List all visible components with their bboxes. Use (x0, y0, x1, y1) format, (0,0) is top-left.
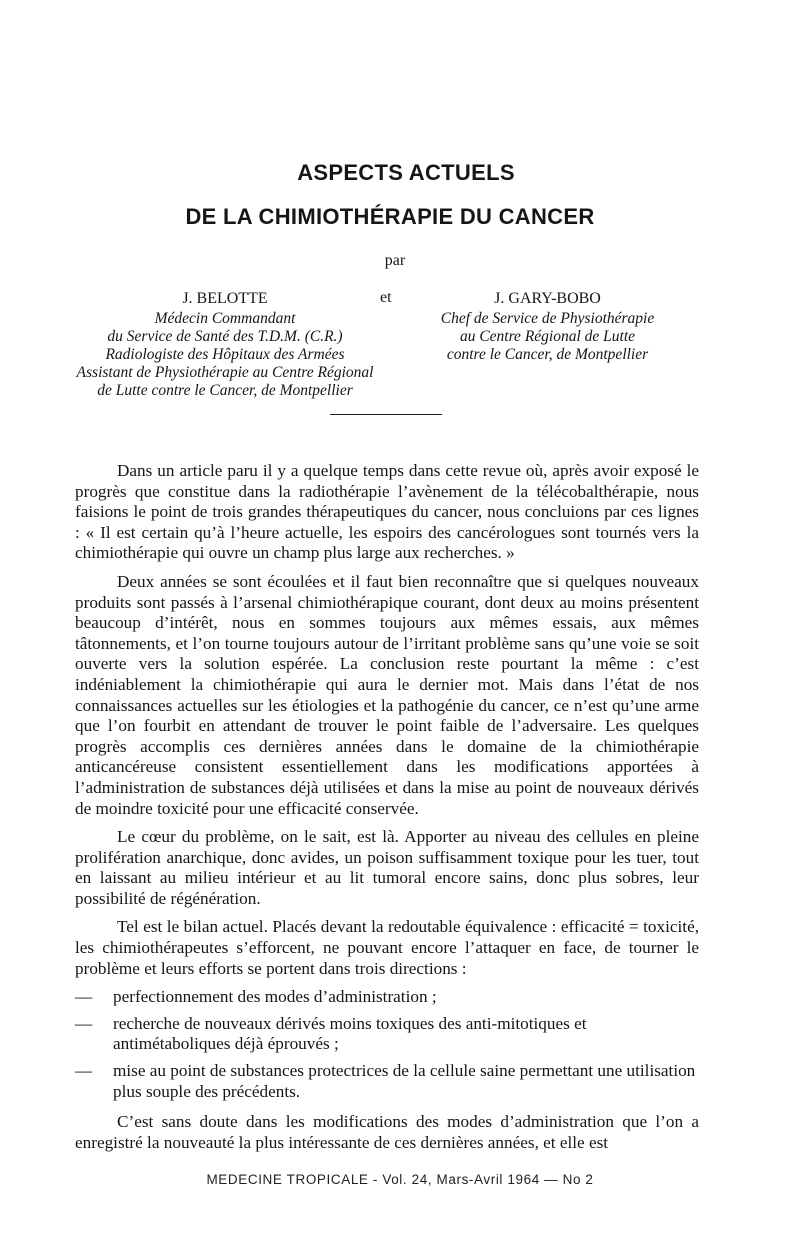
author-affiliation-line: au Centre Régional de Lutte (459, 328, 636, 345)
article-title-line-2: DE LA CHIMIOTHÉRAPIE DU CANCER (185, 204, 595, 229)
list-item-text: recherche de nouveaux dérivés moins toxiques des anti-mitotiques et antimétaboliques déjà éprouvés ; (113, 1013, 587, 1054)
list-item-text: mise au point de substances protectrices de la cellule saine permettant une utilisation plus souple des précédents. (113, 1061, 696, 1101)
body-paragraph: Deux années se sont écoulées et il faut bien reconnaître que si quelques nouveaux produits sont passés à l’arsenal chimiothérapique courant, dont deux au moins présentent beaucoup d’intérêt, nous en sommes toujours aux mêmes essais, aux mêmes tâtonnements, et l’on tourne toujours autour de l’irritant problème sans qu’une voie se soit ouverte vers la solution espérée. La conclusion reste pourtant la même : c’est indéniablement la chimiothérapie qui aura le dernier mot. Mais dans l’état de nos connaissances actuelles sur les étiologies et la pathogénie du cancer, ce n’est qu’une arme que l’on fourbit en attendant de trouver le point faible de l’adversaire. Les quelques progrès accomplis ces dernières années dans le domaine de la chimiothérapie anticancéreuse consistent essentiellement dans les modifications apportées à l’administration de substances déjà utilisées et dans la mise au point de nouveaux dérivés de moindre toxicité pour une efficacité conservée. (75, 571, 699, 818)
by-label: par (384, 252, 406, 269)
author-name: J. GARY-BOBO (494, 290, 601, 307)
body-paragraph: Dans un article paru il y a quelque temps dans cette revue où, après avoir exposé le progrès que constitue dans la radiothérapie l’avènement de la télécobalthérapie, nous faisions le point de trois grandes thérapeutiques du cancer, nous concluions par ces lignes : « Il est certain qu’à l’heure actuelle, les espoirs des cancérologues sont tournés vers la chimiothérapie qui ouvre un champ plus large aux recherches. » (75, 461, 699, 563)
author-block-left (60, 290, 390, 400)
list-dash: — (75, 1061, 93, 1081)
author-affiliation-line: du Service de Santé des T.D.M. (C.R.) (107, 328, 343, 345)
directions-list (75, 987, 699, 1102)
author-affiliation-line: Médecin Commandant (154, 310, 296, 327)
body-paragraph: Le cœur du problème, on le sait, est là. Apporter au niveau des cellules en pleine prolifération anarchique, donc avides, un poison suffisamment toxique pour les tuer, tout en laissant au milieu intérieur et au lit tumoral encore sains, donc plus sobres, leur possibilité de régénération. (75, 827, 699, 908)
author-affiliation-line: Radiologiste des Hôpitaux des Armées (105, 346, 345, 363)
author-affiliation-line: Assistant de Physiothérapie au Centre Régional (76, 364, 374, 381)
and-label: et (380, 289, 392, 306)
body-paragraph: Tel est le bilan actuel. Placés devant la redoutable équivalence : efficacité = toxicité, les chimiothérapeutes s’efforcent, ne pouvant encore l’attaquer en face, de tourner le problème et leurs efforts se portent dans trois directions : (75, 917, 699, 978)
list-dash: — (75, 1013, 93, 1033)
list-dash: — (75, 987, 93, 1007)
separator-rule (330, 414, 442, 415)
author-affiliation-line: contre le Cancer, de Montpellier (446, 346, 649, 363)
author-affiliation-line: Chef de Service de Physiothérapie (440, 310, 655, 327)
list-item (75, 1061, 699, 1102)
author-affiliation-line: de Lutte contre le Cancer, de Montpellier (97, 382, 353, 399)
article-title-line-1: ASPECTS ACTUELS (297, 160, 515, 185)
journal-footer: MEDECINE TROPICALE - Vol. 24, Mars-Avril 1964 — No 2 (206, 1172, 594, 1187)
article-body (75, 461, 699, 1161)
list-item (75, 987, 699, 1008)
list-item-text: perfectionnement des modes d’administration ; (113, 987, 437, 1007)
list-item (75, 1014, 699, 1055)
author-block-right (395, 290, 700, 364)
author-name: J. BELOTTE (182, 290, 268, 307)
body-paragraph: C’est sans doute dans les modifications des modes d’administration que l’on a enregistré la nouveauté la plus intéressante de ces dernières années, et elle est (75, 1112, 699, 1152)
